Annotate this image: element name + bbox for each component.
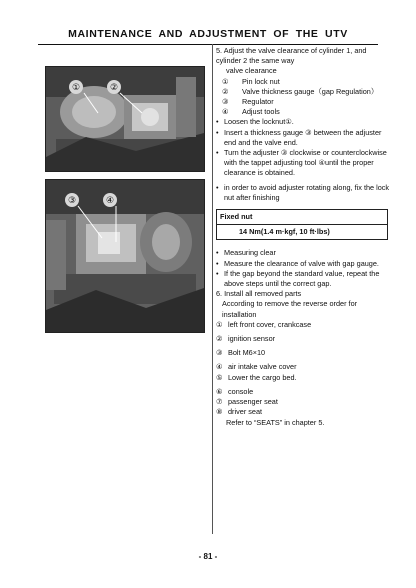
measure-item (216, 259, 392, 269)
install-mark: ⑦ (216, 397, 223, 407)
procedure-item (216, 128, 392, 148)
page-number: - 81 - (198, 552, 218, 561)
bullet: • (216, 248, 219, 258)
part-item (216, 87, 392, 97)
measure-text: Measure the clearance of valve with gap gauge. (224, 258, 379, 268)
note-item (216, 183, 392, 203)
install-label: Bolt M6×10 (228, 348, 266, 358)
step5-subtitle: valve clearance (226, 66, 277, 76)
install-item (216, 387, 392, 397)
engine-photo-bottom-image (46, 180, 204, 332)
install-label: air intake valve cover (228, 362, 297, 372)
bullet: • (216, 127, 219, 137)
procedure-item (216, 117, 392, 127)
step6-note-line1: According to remove the reverse order for (222, 299, 358, 309)
install-mark: ⑧ (216, 407, 223, 417)
procedure-item (216, 148, 392, 179)
part-mark: ③ (222, 97, 229, 107)
install-label: console (228, 386, 254, 396)
bullet: • (216, 182, 219, 192)
bullet: • (216, 258, 219, 268)
photo1-callout-2: ② (109, 83, 119, 93)
install-mark: ④ (216, 362, 223, 372)
part-mark: ④ (222, 107, 229, 117)
part-item (216, 107, 392, 117)
part-label: Regulator (242, 97, 274, 107)
install-item (216, 373, 392, 383)
install-mark: ⑤ (216, 372, 223, 382)
install-label: left front cover, crankcase (228, 319, 312, 329)
engine-photo-top (45, 66, 205, 172)
install-item (216, 397, 392, 407)
part-mark: ① (222, 76, 229, 86)
fixed-nut-label: Fixed nut (217, 210, 387, 225)
part-mark: ② (222, 86, 229, 96)
install-mark: ② (216, 334, 223, 344)
measure-item (216, 269, 392, 289)
measure-item (216, 248, 392, 258)
fixed-nut-box (216, 209, 388, 240)
install-item (216, 334, 392, 344)
instructions-column (216, 46, 392, 428)
bullet: • (216, 148, 219, 158)
part-label: Pin lock nut (242, 76, 280, 86)
measure-text: If the gap beyond the standard value, repeat the above steps until the correct gap. (224, 268, 380, 289)
fixed-nut-torque: 14 Nm(1.4 m·kgf, 10 ft·lbs) (239, 227, 330, 237)
install-item (216, 362, 392, 372)
bullet: • (216, 117, 219, 127)
photo1-callout-1: ① (71, 83, 81, 93)
measure-text: Measuring clear (224, 248, 276, 258)
part-item (216, 97, 392, 107)
part-item (216, 77, 392, 87)
step5-line1: 5. Adjust the valve clearance of cylinder 1, and (216, 46, 367, 55)
bullet: • (216, 268, 219, 278)
column-divider (212, 44, 213, 534)
refer-note: Refer to “SEATS” in chapter 5. (226, 417, 325, 427)
engine-photo-top-image (46, 67, 204, 171)
install-mark: ③ (216, 348, 223, 358)
install-mark: ⑥ (216, 386, 223, 396)
install-item (216, 407, 392, 417)
procedure-text: Turn the adjuster ③ clockwise or counterclockwise with the tappet adjusting tool ④until the proper clearance is obtained. (224, 148, 387, 178)
step6-title: 6. Install all removed parts (216, 289, 302, 299)
part-label: Valve thickness gauge（gap Regulation） (242, 86, 379, 96)
step5-line2: cylinder 2 the same way (216, 56, 295, 66)
install-item (216, 320, 392, 330)
install-label: Lower the cargo bed. (228, 372, 297, 382)
install-label: ignition sensor (228, 334, 276, 344)
photo2-callout-3: ③ (67, 196, 77, 206)
step6-note-line2: installation (222, 309, 257, 319)
photo2-callout-4: ④ (105, 196, 115, 206)
procedure-text: Insert a thickness gauge ③ between the adjuster end and the valve end. (224, 127, 382, 147)
install-mark: ① (216, 319, 223, 329)
engine-photo-bottom (45, 179, 205, 333)
part-label: Adjust tools (242, 107, 280, 117)
install-label: driver seat (228, 407, 263, 417)
install-item (216, 348, 392, 358)
install-label: passenger seat (228, 397, 278, 407)
note-text: in order to avoid adjuster rotating along, fix the lock nut after finishing (224, 182, 390, 202)
procedure-text: Loosen the locknut①. (224, 117, 294, 127)
page-header: MAINTENANCE AND ADJUSTMENT OF THE UTV (38, 28, 378, 45)
